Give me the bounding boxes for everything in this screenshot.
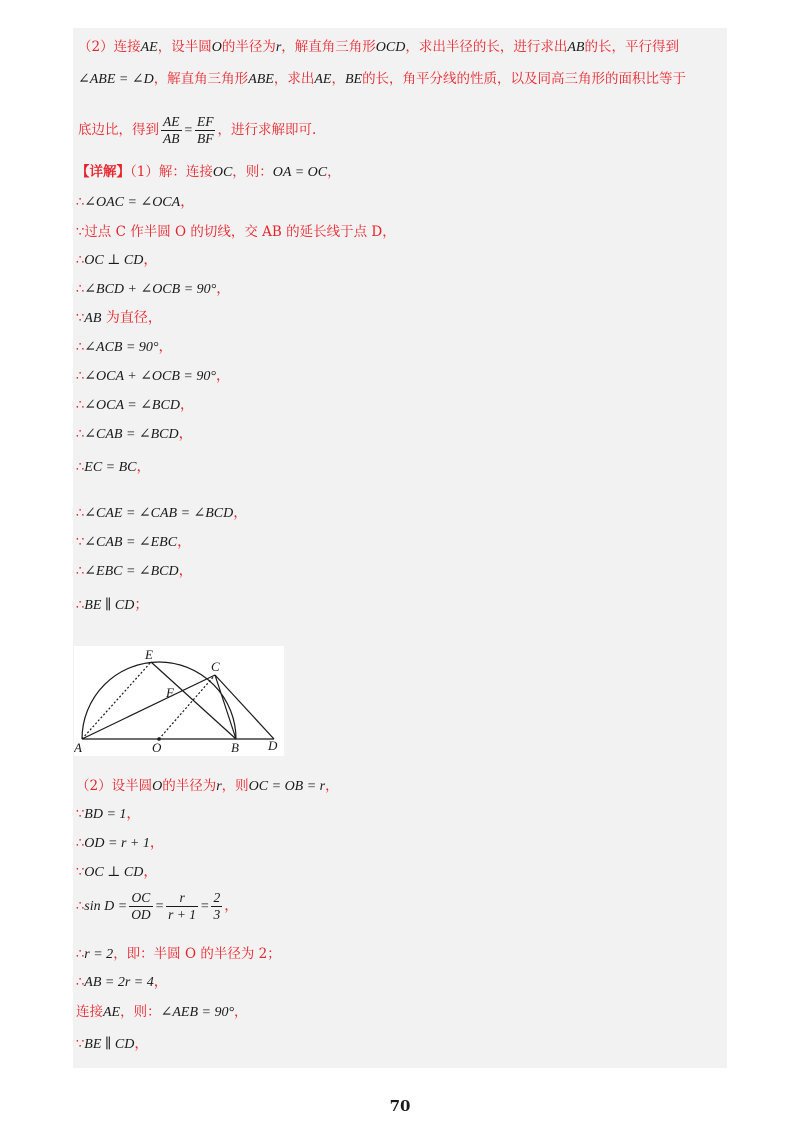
label-b: B <box>231 740 239 755</box>
step-line: ∴∠BCD + ∠OCB = 90°， <box>76 281 231 297</box>
detail-label: 【详解】 <box>76 164 130 180</box>
step-line: ∵BD = 1， <box>76 806 141 822</box>
fraction-ae-ab: $\frac{AE}{AB}$ <box>163 114 180 146</box>
label-c: C <box>211 659 220 674</box>
step-line: ∴∠EBC = ∠BCD， <box>76 563 193 579</box>
line-ac <box>82 675 215 739</box>
step-line: ∵过点 C 作半圆 O 的切线，交 AB 的延长线于点 D， <box>76 224 396 240</box>
semicircle-diagram <box>74 646 284 756</box>
label-d: D <box>268 738 278 753</box>
label-e: E <box>145 647 153 662</box>
step-line: ∵∠CAB = ∠EBC， <box>76 534 192 550</box>
step-line-arc: ∴EC = BC， <box>76 459 151 475</box>
step-line: ∴OD = r + 1， <box>76 835 164 851</box>
intro-line-3: 底边比，得到 $\frac{AE}{AB}$ = $\frac{EF}{BF}$ ，进行求解即可. <box>78 114 317 146</box>
step-line: ∴∠OCA + ∠OCB = 90°， <box>76 368 230 384</box>
step-line: ∴∠CAE = ∠CAB = ∠BCD， <box>76 505 248 521</box>
fraction-2-3: $\frac{2}{3}$ <box>213 889 221 922</box>
step-line: ∴∠OAC = ∠OCA， <box>76 194 195 210</box>
step-line: ∴BE ∥ CD； <box>76 597 149 613</box>
step-line: ∴∠ACB = 90°， <box>76 339 173 355</box>
step-line: ∵BE ∥ CD， <box>76 1036 149 1052</box>
fraction-ef-bf: $\frac{EF}{BF}$ <box>196 114 214 146</box>
step-line: ∵AB 为直径， <box>76 310 162 326</box>
geometry-figure <box>74 646 284 756</box>
fraction-oc-od: $\frac{OC}{OD}$ <box>131 889 151 922</box>
intro-line-1: （2）连接AE，设半圆O的半径为r，解直角三角形OCD，求出半径的长，进行求出AB的长，平行得到 <box>78 39 679 55</box>
step-line: ∵OC ⊥ CD， <box>76 864 158 880</box>
part2-line-1: （2）设半圆O的半径为r，则OC = OB = r， <box>76 778 339 794</box>
step-line: ∴AB = 2r = 4， <box>76 974 168 990</box>
step-line: ∴∠CAB = ∠BCD， <box>76 426 193 442</box>
intro-line-2: ∠ABE = ∠D，解直角三角形ABE，求出AE，BE的长，角平分线的性质，以及同高三角形的面积比等于 <box>78 71 687 87</box>
page-number: 70 <box>389 1097 411 1115</box>
fraction-r-r1: $\frac{r}{r + 1}$ <box>168 889 197 922</box>
step-line: ∴OC ⊥ CD， <box>76 252 158 268</box>
label-f: F <box>166 685 174 700</box>
line-cd <box>215 675 274 739</box>
label-o: O <box>152 740 162 755</box>
detail-line-1: 【详解】（1）解：连接OC，则：OA = OC， <box>76 164 341 180</box>
label-a: A <box>74 740 82 755</box>
sin-d-line: ∴sin D = $\frac{OC}{OD}$ = $\frac{r}{r + 1}$ = $\frac{2}{3}$ ， <box>76 889 239 922</box>
step-line: 连接AE，则：∠AEB = 90°， <box>76 1004 248 1020</box>
step-line: ∴∠OCA = ∠BCD， <box>76 397 194 413</box>
step-line: ∴r = 2，即：半圆 O 的半径为 2； <box>76 946 281 962</box>
